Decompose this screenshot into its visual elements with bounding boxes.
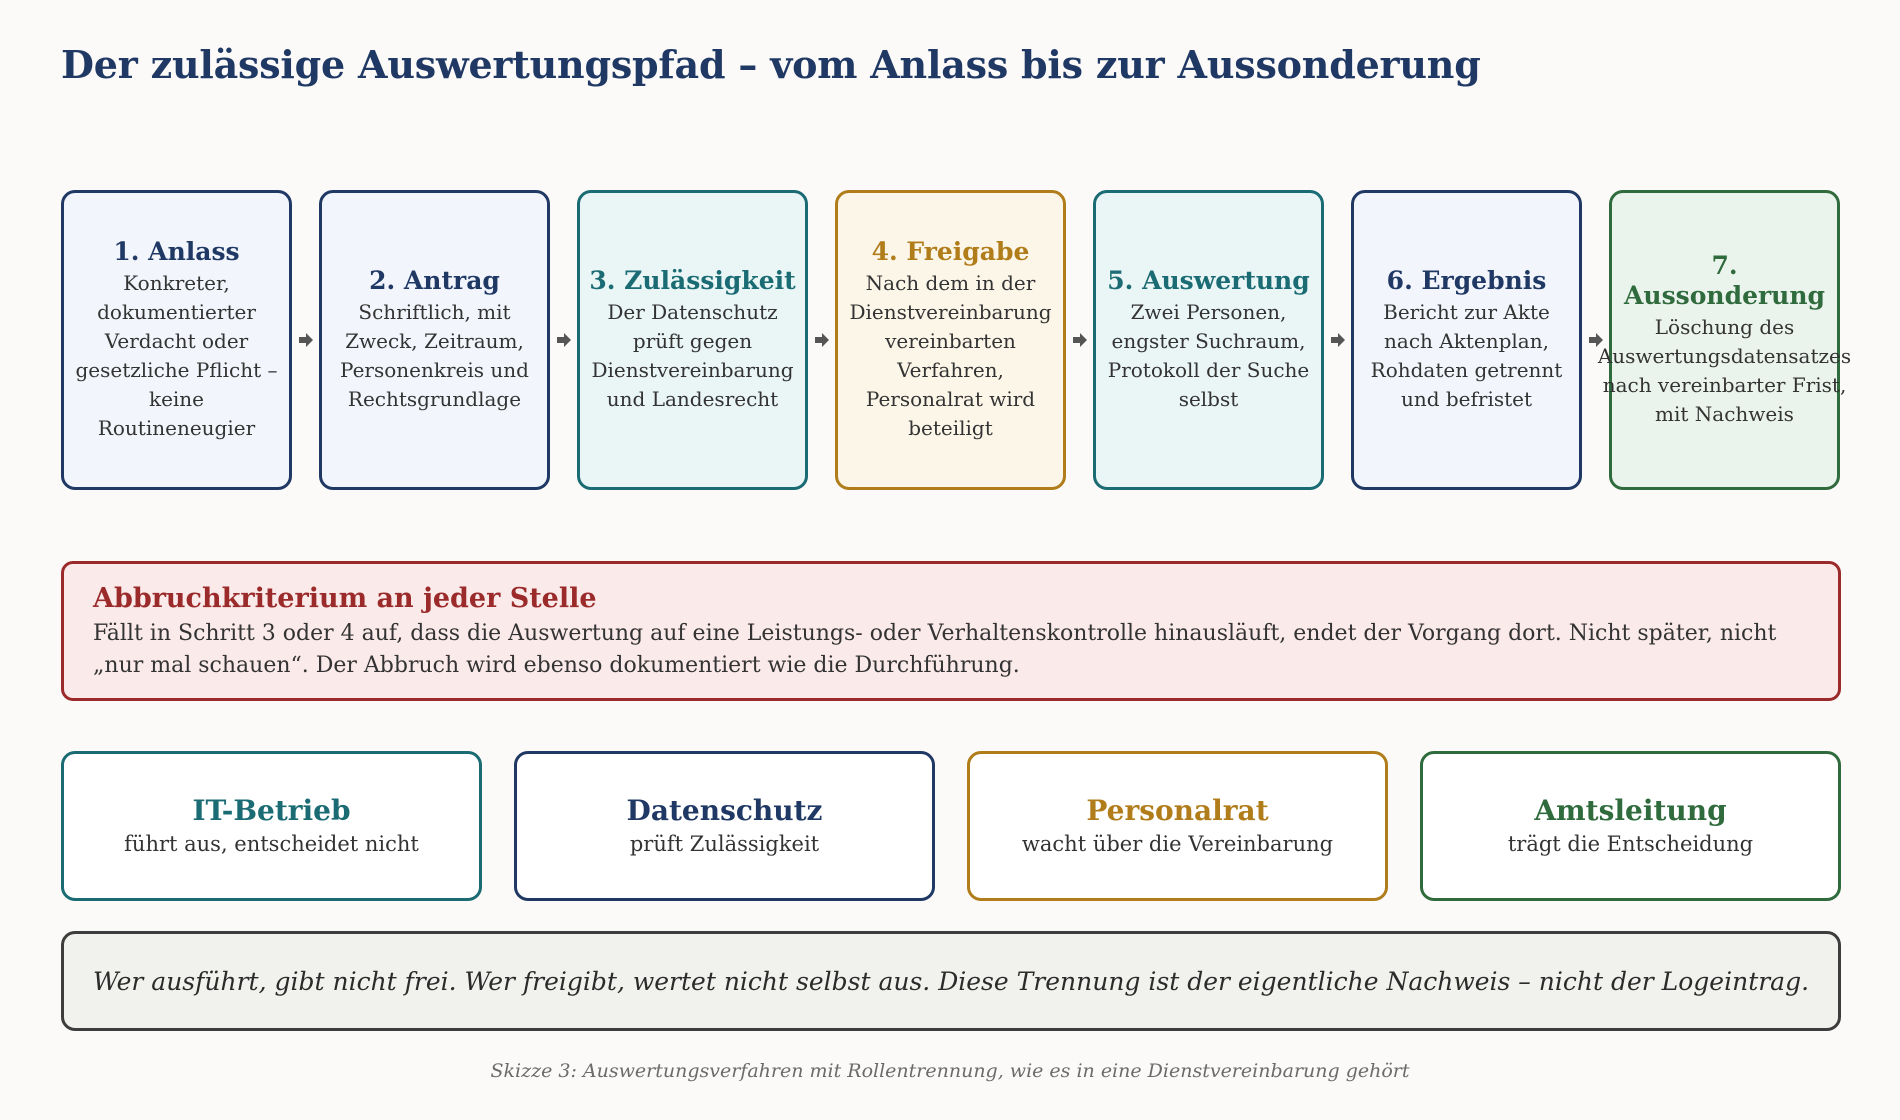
step-aussonderung xyxy=(1597,190,1852,490)
step-heading: 7. Aussonderung xyxy=(1624,251,1825,310)
role-it-betrieb xyxy=(61,751,482,901)
role-heading: Datenschutz xyxy=(626,794,823,827)
step-description: Zwei Personen, engster Suchraum, Protokoll der Suche selbst xyxy=(1107,300,1310,411)
role-amtsleitung xyxy=(1420,751,1841,901)
arrow-right-icon xyxy=(553,328,575,352)
step-heading: 3. Zulässigkeit xyxy=(589,266,796,295)
role-description: trägt die Entscheidung xyxy=(1507,832,1754,856)
roles-row xyxy=(61,751,1841,901)
step-description: Der Datenschutz prüft gegen Dienstvereinbarung und Landesrecht xyxy=(591,300,794,411)
role-description: wacht über die Vereinbarung xyxy=(1021,832,1334,856)
step-heading: 6. Ergebnis xyxy=(1386,266,1547,295)
abort-text: Fällt in Schritt 3 oder 4 auf, dass die Auswertung auf eine Leistungs- oder Verhaltenskontrolle hinausläuft, endet der Vorgang dort. Nicht später, nicht „nur mal schauen“. Der Abbruch wird ebenso dokumentiert wie die Durchführung. xyxy=(93,621,1777,678)
step-anlass xyxy=(61,190,292,490)
role-heading: Amtsleitung xyxy=(1534,794,1727,827)
step-heading: 2. Antrag xyxy=(369,266,500,295)
step-heading: 1. Anlass xyxy=(113,237,240,266)
page-title: Der zulässige Auswertungspfad – vom Anlass bis zur Aussonderung xyxy=(61,42,1481,87)
role-datenschutz xyxy=(514,751,935,901)
arrow-right-icon xyxy=(295,328,317,352)
role-heading: IT-Betrieb xyxy=(192,794,351,827)
abort-heading: Abbruchkriterium an jeder Stelle xyxy=(93,583,597,614)
step-heading: 4. Freigabe xyxy=(871,237,1030,266)
step-description: Löschung des Auswertungsdatensatzes nach vereinbarter Frist, mit Nachweis xyxy=(1597,315,1852,426)
step-zulaessigkeit xyxy=(577,190,808,490)
abort-criterion-box xyxy=(61,561,1841,701)
step-description: Nach dem in der Dienstvereinbarung vereinbarten Verfahren, Personalrat wird beteiligt xyxy=(849,271,1052,440)
role-heading: Personalrat xyxy=(1086,794,1269,827)
role-description: führt aus, entscheidet nicht xyxy=(124,832,419,856)
arrow-right-icon xyxy=(811,328,833,352)
step-auswertung xyxy=(1093,190,1324,490)
arrow-right-icon xyxy=(1069,328,1091,352)
step-description: Bericht zur Akte nach Aktenplan, Rohdaten getrennt und befristet xyxy=(1370,300,1563,411)
step-ergebnis xyxy=(1351,190,1582,490)
step-antrag xyxy=(319,190,550,490)
step-heading: 5. Auswertung xyxy=(1107,266,1310,295)
step-freigabe xyxy=(835,190,1066,490)
separation-principle-quote: Wer ausführt, gibt nicht frei. Wer freigibt, wertet nicht selbst aus. Diese Trennung ist der eigentliche Nachweis – nicht der Logeintrag. xyxy=(61,931,1841,1031)
arrow-right-icon xyxy=(1327,328,1349,352)
role-personalrat xyxy=(967,751,1388,901)
figure-caption: Skizze 3: Auswertungsverfahren mit Rollentrennung, wie es in eine Dienstvereinbarung gehört xyxy=(490,1060,1410,1082)
step-description: Konkreter, dokumentierter Verdacht oder gesetzliche Pflicht – keine Routineneugier xyxy=(75,271,278,440)
step-description: Schriftlich, mit Zweck, Zeitraum, Personenkreis und Rechtsgrundlage xyxy=(340,300,529,411)
role-description: prüft Zulässigkeit xyxy=(629,832,820,856)
process-steps xyxy=(61,190,1852,490)
